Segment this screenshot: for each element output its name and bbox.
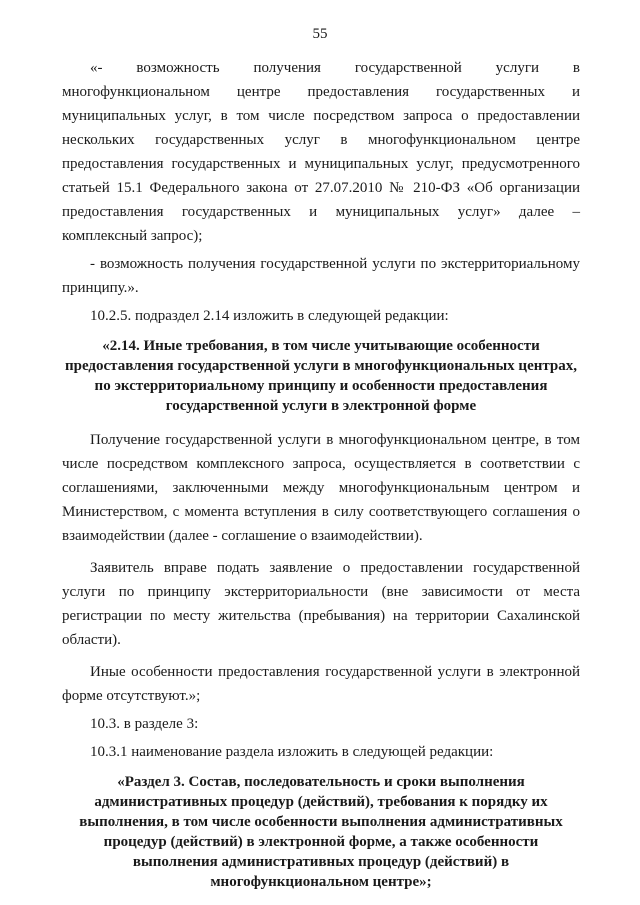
paragraph-extraterritorial-possibility: - возможность получения государственной услуги по экстерриториальному принципу.».	[62, 256, 580, 296]
paragraph-amendment-10-3: 10.3. в разделе 3:	[90, 716, 199, 732]
heading-section-2-14: «2.14. Иные требования, в том числе учитывающие особенности предоставления государственной услуги в многофункциональных центрах, по экстерриториальному принципу и особенности предоставления государственной услуги в электронной форме	[64, 338, 578, 414]
document-body	[62, 56, 580, 892]
paragraph-mfc-possibility: «- возможность получения государственной услуги в многофункциональном центре предоставления государственных и муниципальных услуг, в том числе посредством запроса о предоставлении нескольких государственных услуг в многофункциональном центре предоставления государственных и муниципальных услуг, предусмотренного статьей 15.1 Федерального закона от 27.07.2010 № 210-ФЗ «Об организации предоставления государственных и муниципальных услуг» далее – комплексный запрос);	[62, 60, 580, 244]
page-number: 55	[312, 26, 328, 42]
paragraph-applicant-right: Заявитель вправе подать заявление о предоставлении государственной услуги по принципу экстерриториальности (вне зависимости от места регистрации по месту жительства (пребывания) на территории Сахалинской области).	[62, 560, 580, 648]
heading-section-3: «Раздел 3. Состав, последовательность и сроки выполнения административных процедур (действий), требования к порядку их выполнения, в том числе особенности выполнения административных процедур (действий) в электронной форме, а также особенности выполнения административных процедур (действий) в многофункциональном центре»;	[79, 774, 563, 890]
paragraph-amendment-10-3-1: 10.3.1 наименование раздела изложить в следующей редакции:	[90, 744, 494, 760]
paragraph-other-features: Иные особенности предоставления государственной услуги в электронной форме отсутствуют.»;	[62, 664, 580, 704]
paragraph-mfc-service: Получение государственной услуги в многофункциональном центре, в том числе посредством комплексного запроса, осуществляется в соответствии с соглашениями, заключенными между многофункциональным центром и Министерством, с момента вступления в силу соответствующего соглашения о взаимодействии (далее - соглашение о взаимодействии).	[62, 432, 580, 544]
paragraph-amendment-10-2-5: 10.2.5. подраздел 2.14 изложить в следующей редакции:	[90, 308, 449, 324]
